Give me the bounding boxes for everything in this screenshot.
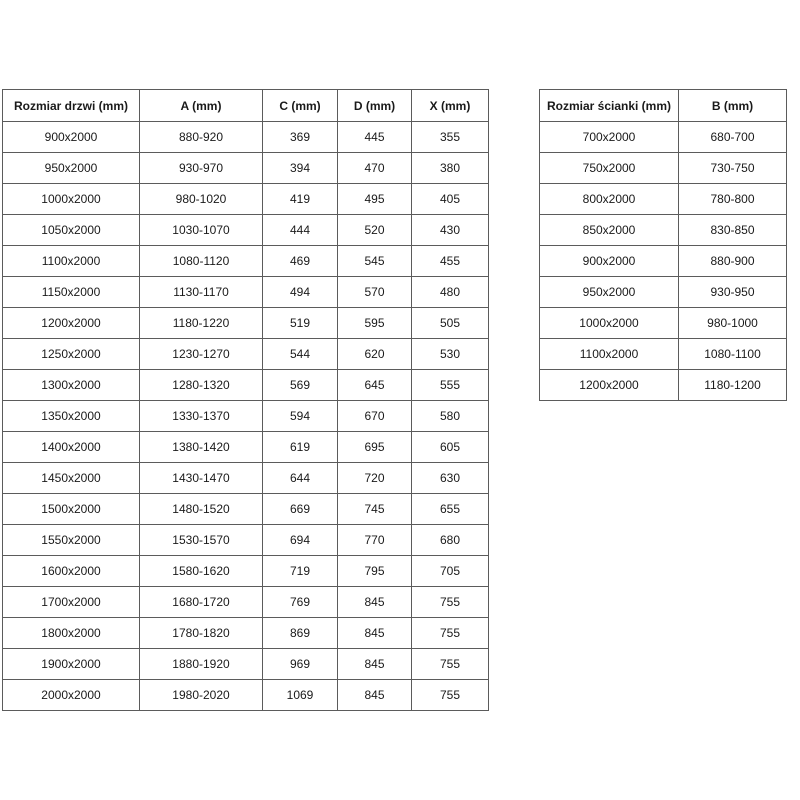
table-row [3,432,489,463]
table-cell: 795 [338,556,412,587]
table-cell: 680 [412,525,489,556]
wall-sizes-table [539,89,787,401]
table-cell: 444 [263,215,338,246]
column-header: B (mm) [679,90,787,122]
table-cell: 830-850 [679,215,787,246]
table-cell: 670 [338,401,412,432]
table-cell: 695 [338,432,412,463]
table-cell: 845 [338,587,412,618]
table-cell: 880-900 [679,246,787,277]
table-row [3,401,489,432]
table-cell: 619 [263,432,338,463]
table-cell: 505 [412,308,489,339]
table-row [3,246,489,277]
table-cell: 1700x2000 [3,587,140,618]
table-row [3,463,489,494]
table-cell: 555 [412,370,489,401]
table-cell: 950x2000 [3,153,140,184]
table-cell: 1980-2020 [140,680,263,711]
table-cell: 780-800 [679,184,787,215]
table-cell: 1450x2000 [3,463,140,494]
table-cell: 669 [263,494,338,525]
table-row [540,339,787,370]
table-cell: 2000x2000 [3,680,140,711]
table-row [3,494,489,525]
table-row [3,215,489,246]
table-cell: 655 [412,494,489,525]
table-cell: 755 [412,649,489,680]
table-cell: 544 [263,339,338,370]
table-cell: 1430-1470 [140,463,263,494]
table-cell: 1130-1170 [140,277,263,308]
table-cell: 880-920 [140,122,263,153]
table-cell: 1200x2000 [540,370,679,401]
table-cell: 770 [338,525,412,556]
table-cell: 769 [263,587,338,618]
table-cell: 969 [263,649,338,680]
door-sizes-table [2,89,489,711]
table-row [3,680,489,711]
table-cell: 494 [263,277,338,308]
table-cell: 1230-1270 [140,339,263,370]
table-row [540,153,787,184]
table-cell: 800x2000 [540,184,679,215]
table-cell: 900x2000 [540,246,679,277]
table-row [3,122,489,153]
table-cell: 519 [263,308,338,339]
column-header: A (mm) [140,90,263,122]
table-row [3,649,489,680]
table-cell: 644 [263,463,338,494]
table-cell: 1580-1620 [140,556,263,587]
table-cell: 730-750 [679,153,787,184]
table-row [3,556,489,587]
table-cell: 1180-1220 [140,308,263,339]
table-cell: 645 [338,370,412,401]
table-cell: 750x2000 [540,153,679,184]
table-cell: 369 [263,122,338,153]
table-cell: 1250x2000 [3,339,140,370]
header-row [540,90,787,122]
table-cell: 480 [412,277,489,308]
table-row [3,618,489,649]
column-header: C (mm) [263,90,338,122]
table-cell: 1680-1720 [140,587,263,618]
table-cell: 1280-1320 [140,370,263,401]
table-cell: 755 [412,680,489,711]
table-cell: 430 [412,215,489,246]
table-cell: 1030-1070 [140,215,263,246]
table-row [540,246,787,277]
table-cell: 1780-1820 [140,618,263,649]
table-row [3,277,489,308]
table-cell: 1500x2000 [3,494,140,525]
column-header: Rozmiar ścianki (mm) [540,90,679,122]
table-cell: 1600x2000 [3,556,140,587]
column-header: Rozmiar drzwi (mm) [3,90,140,122]
table-cell: 545 [338,246,412,277]
table-cell: 405 [412,184,489,215]
table-cell: 869 [263,618,338,649]
table-cell: 1480-1520 [140,494,263,525]
table-cell: 930-970 [140,153,263,184]
table-cell: 980-1000 [679,308,787,339]
table-cell: 445 [338,122,412,153]
table-row [3,184,489,215]
table-cell: 394 [263,153,338,184]
table-cell: 1080-1120 [140,246,263,277]
table-cell: 570 [338,277,412,308]
table-cell: 1069 [263,680,338,711]
table-cell: 1330-1370 [140,401,263,432]
table-cell: 1100x2000 [540,339,679,370]
table-cell: 700x2000 [540,122,679,153]
table-cell: 845 [338,649,412,680]
column-header: D (mm) [338,90,412,122]
table-cell: 845 [338,618,412,649]
table-cell: 419 [263,184,338,215]
table-cell: 745 [338,494,412,525]
table-row [540,184,787,215]
table-row [3,308,489,339]
table-cell: 470 [338,153,412,184]
table-cell: 1300x2000 [3,370,140,401]
table-row [3,370,489,401]
table-cell: 595 [338,308,412,339]
table-cell: 719 [263,556,338,587]
table-cell: 1050x2000 [3,215,140,246]
table-cell: 980-1020 [140,184,263,215]
table-cell: 1180-1200 [679,370,787,401]
table-row [3,339,489,370]
table-cell: 1380-1420 [140,432,263,463]
table-cell: 1550x2000 [3,525,140,556]
table-cell: 605 [412,432,489,463]
table-row [540,215,787,246]
table-cell: 455 [412,246,489,277]
table-row [3,153,489,184]
table-cell: 1800x2000 [3,618,140,649]
column-header: X (mm) [412,90,489,122]
table-cell: 1880-1920 [140,649,263,680]
table-cell: 1400x2000 [3,432,140,463]
table-cell: 845 [338,680,412,711]
table-cell: 530 [412,339,489,370]
table-cell: 1350x2000 [3,401,140,432]
table-cell: 630 [412,463,489,494]
table-cell: 594 [263,401,338,432]
table-row [3,525,489,556]
table-cell: 705 [412,556,489,587]
header-row [3,90,489,122]
table-row [3,587,489,618]
table-row [540,370,787,401]
table-cell: 680-700 [679,122,787,153]
table-row [540,122,787,153]
table-cell: 1100x2000 [3,246,140,277]
table-cell: 1080-1100 [679,339,787,370]
table-cell: 950x2000 [540,277,679,308]
table-cell: 580 [412,401,489,432]
table-cell: 495 [338,184,412,215]
table-cell: 1900x2000 [3,649,140,680]
table-cell: 620 [338,339,412,370]
table-cell: 755 [412,587,489,618]
table-cell: 569 [263,370,338,401]
table-cell: 469 [263,246,338,277]
table-row [540,277,787,308]
table-cell: 1530-1570 [140,525,263,556]
table-cell: 694 [263,525,338,556]
table-cell: 720 [338,463,412,494]
table-cell: 355 [412,122,489,153]
table-cell: 1000x2000 [540,308,679,339]
table-cell: 1000x2000 [3,184,140,215]
table-cell: 930-950 [679,277,787,308]
table-cell: 900x2000 [3,122,140,153]
table-cell: 380 [412,153,489,184]
table-cell: 850x2000 [540,215,679,246]
table-cell: 1200x2000 [3,308,140,339]
table-row [540,308,787,339]
table-cell: 520 [338,215,412,246]
table-cell: 1150x2000 [3,277,140,308]
table-cell: 755 [412,618,489,649]
